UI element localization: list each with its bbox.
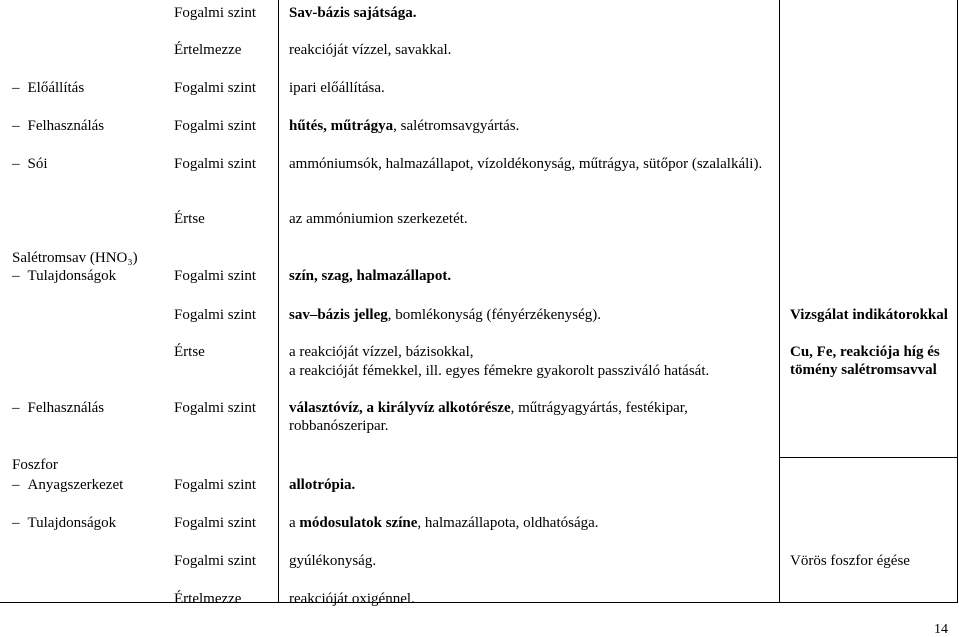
content-bold: módosulatok színe <box>299 515 418 531</box>
content-text <box>289 514 599 532</box>
level-label: Értse <box>174 344 205 360</box>
content-text <box>289 399 774 435</box>
content-bold: hűtés, műtrágya <box>289 118 394 134</box>
content-rest: , salétromsavgyártás. <box>393 118 520 134</box>
content-rest: , halmazállapota, oldhatósága. <box>417 515 599 531</box>
level-label: Értelmezze <box>174 42 242 58</box>
content-text: ammóniumsók, halmazállapot, vízoldékonyság, műtrágya, sütőpor (szalalkáli). <box>289 156 763 172</box>
column-divider <box>278 0 279 602</box>
level-label: Fogalmi szint <box>174 553 257 569</box>
level-label: Fogalmi szint <box>174 268 257 284</box>
section-heading: Foszfor <box>12 457 58 473</box>
content-text-line: a reakcióját vízzel, bázisokkal, <box>289 344 474 360</box>
side-note: Vizsgálat indikátorokkal <box>790 307 948 323</box>
content-text: reakcióját oxigénnel. <box>289 591 415 607</box>
topic-label: – Felhasználás <box>12 117 104 135</box>
topic-label: – Tulajdonságok <box>12 514 116 532</box>
topic-label: – Előállítás <box>12 79 84 97</box>
content-text-line: a reakcióját fémekkel, ill. egyes fémekre gyakorolt passziváló hatását. <box>289 363 710 379</box>
table-bottom-border <box>0 602 958 603</box>
level-label: Fogalmi szint <box>174 400 257 416</box>
content-text: Sav-bázis sajátsága. <box>289 5 417 21</box>
side-note: Cu, Fe, reakciója híg és tömény salétromsavval <box>790 344 940 378</box>
content-text: allotrópia. <box>289 477 356 493</box>
note-box-border <box>779 457 958 458</box>
level-label: Fogalmi szint <box>174 515 257 531</box>
content-text <box>289 306 601 324</box>
side-note: Vörös foszfor égése <box>790 553 910 569</box>
content-text: reakcióját vízzel, savakkal. <box>289 42 452 58</box>
topic-label: – Tulajdonságok <box>12 267 116 285</box>
page-number: 14 <box>934 622 948 637</box>
table-right-border <box>957 0 958 602</box>
content-bold: választóvíz, a királyvíz alkotórésze <box>289 400 511 416</box>
content-text: az ammóniumion szerkezetét. <box>289 211 468 227</box>
level-label: Fogalmi szint <box>174 307 257 323</box>
content-pre: a <box>289 515 300 531</box>
section-heading: Salétromsav (HNO₃) <box>12 250 138 266</box>
level-label: Értelmezze <box>174 591 242 607</box>
level-label: Fogalmi szint <box>174 5 257 21</box>
content-text: szín, szag, halmazállapot. <box>289 268 452 284</box>
content-text: gyúlékonyság. <box>289 553 377 569</box>
level-label: Fogalmi szint <box>174 118 257 134</box>
level-label: Fogalmi szint <box>174 80 257 96</box>
content-rest: , bomlékonyság (fényérzékenység). <box>387 307 602 323</box>
topic-label: – Sói <box>12 155 48 173</box>
content-rest: , műtrágyagyártás, festékipar, robbanószeripar. <box>289 400 688 434</box>
topic-label: – Anyagszerkezet <box>12 476 123 494</box>
level-label: Fogalmi szint <box>174 477 257 493</box>
level-label: Értse <box>174 211 205 227</box>
level-label: Fogalmi szint <box>174 156 257 172</box>
column-divider <box>779 0 780 602</box>
content-text: ipari előállítása. <box>289 80 385 96</box>
content-bold: sav–bázis jelleg <box>289 307 388 323</box>
content-text <box>289 117 519 135</box>
topic-label: – Felhasználás <box>12 399 104 417</box>
